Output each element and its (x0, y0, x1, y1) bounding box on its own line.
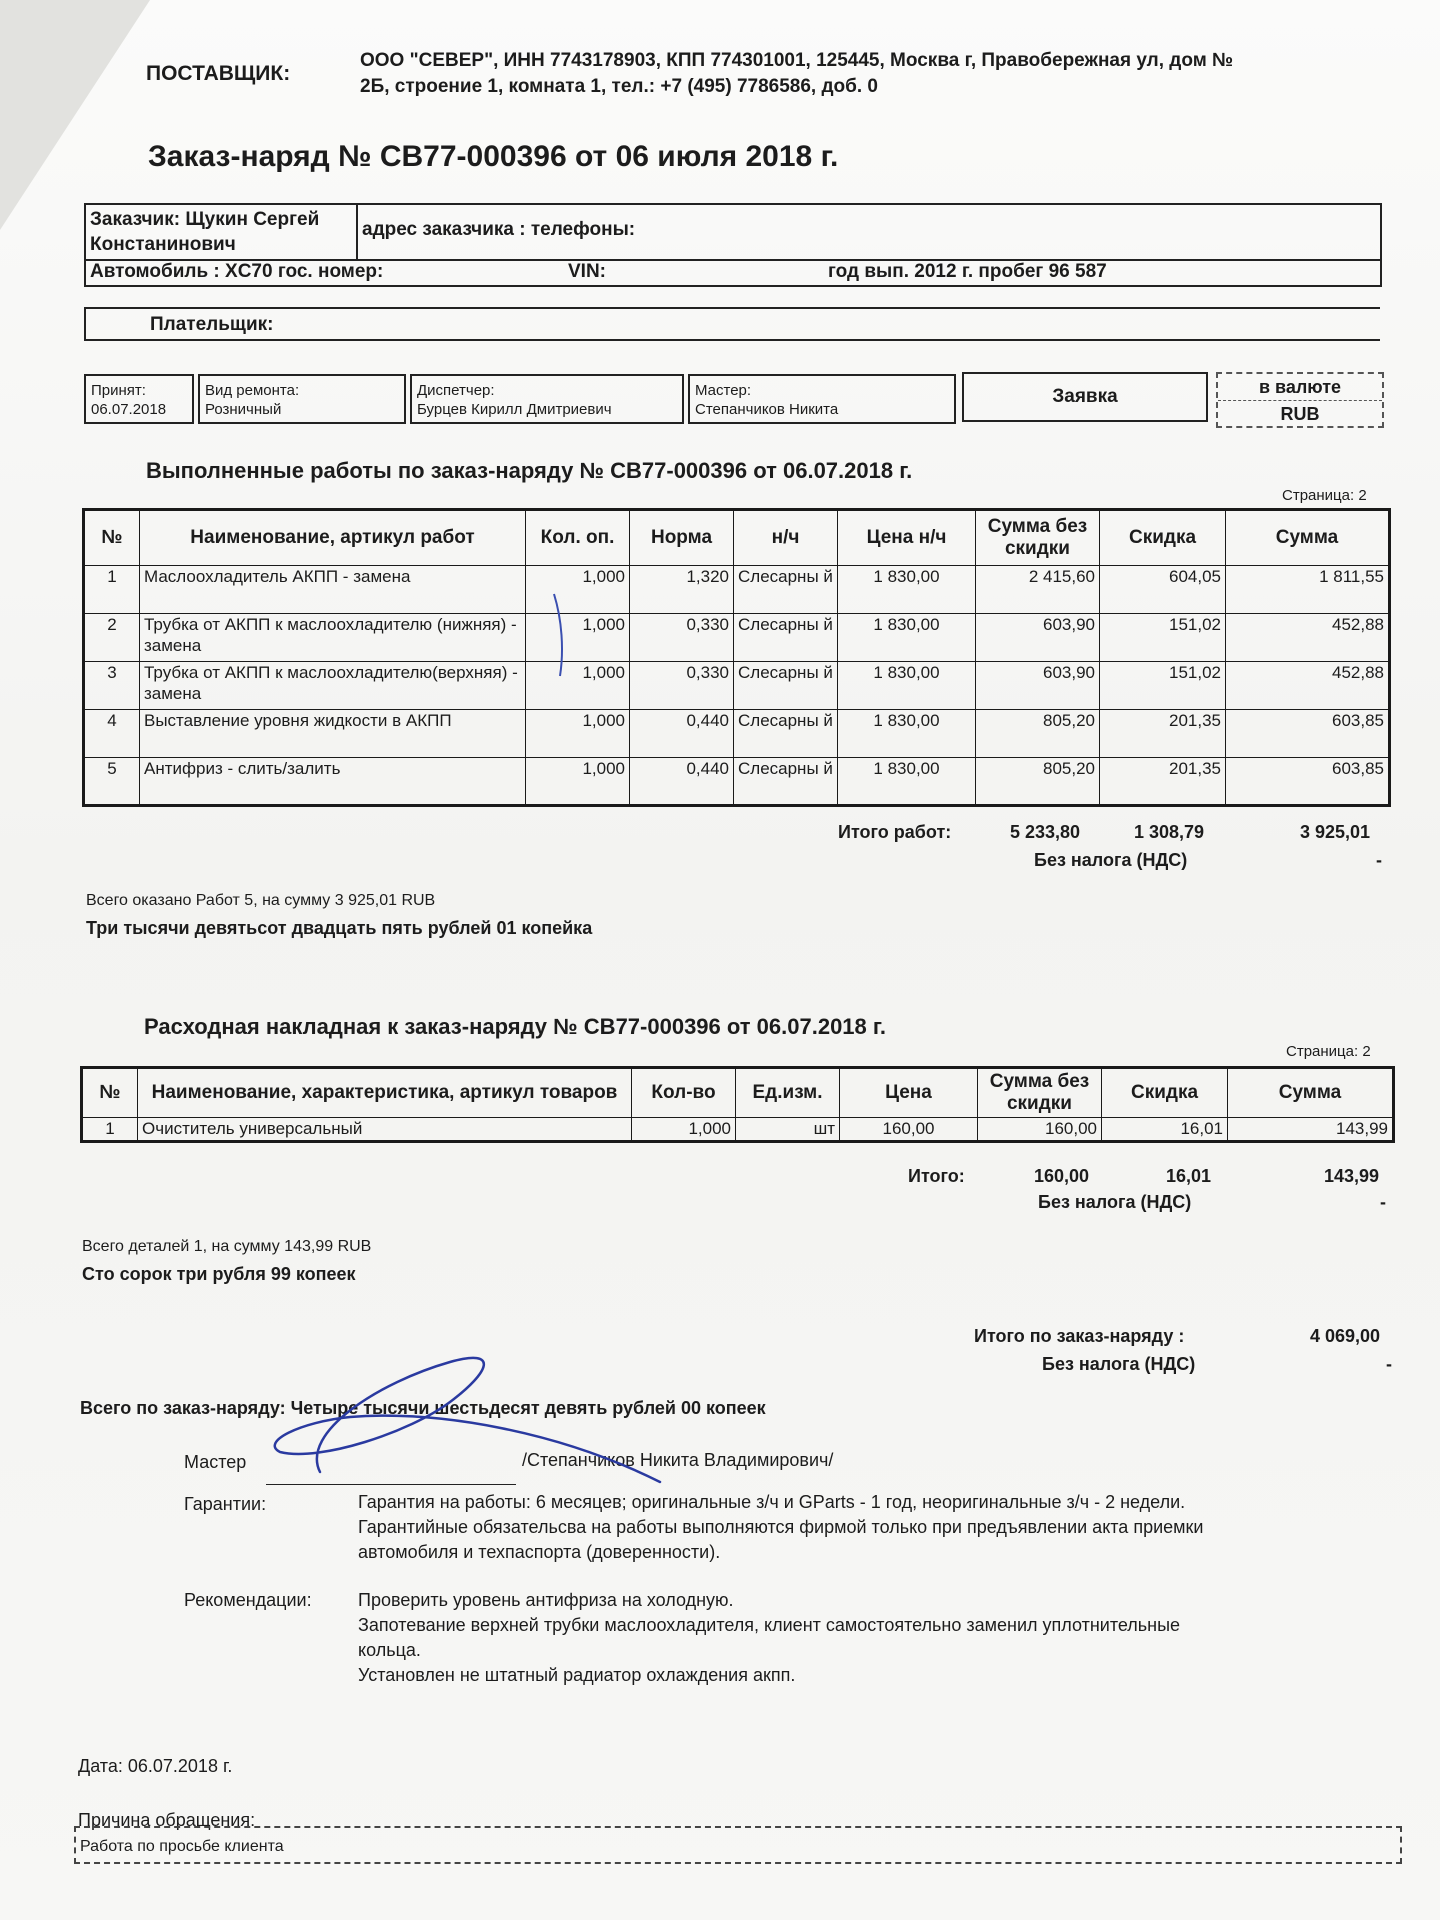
goods-header-row (82, 1068, 1394, 1118)
work-norm: 0,440 (630, 710, 734, 758)
reason-label: Причина обращения: (78, 1810, 256, 1830)
supplier-label: ПОСТАВЩИК: (146, 62, 291, 85)
works-title: Выполненные работы по заказ-наряду № СВ77-000396 от 06.07.2018 г. (146, 458, 913, 483)
goods-header-n: № (82, 1068, 138, 1118)
work-discount: 151,02 (1100, 614, 1226, 662)
row-number: 5 (84, 758, 140, 806)
work-price: 1 830,00 (838, 758, 976, 806)
customer-name (90, 207, 319, 257)
work-name: Трубка от АКПП к маслоохладителю(верхняя) - замена (140, 662, 526, 710)
warranty-line-1: Гарантия на работы: 6 месяцев; оригинальные з/ч и GParts - 1 год, неоригинальные з/ч - 2 недели. (358, 1492, 1186, 1512)
recommendation-line-3: кольца. (358, 1640, 421, 1660)
table-row (82, 1118, 1394, 1142)
goods-title: Расходная накладная к заказ-наряду № СВ77-000396 от 06.07.2018 г. (144, 1014, 886, 1039)
goods-sum: 160,00 (978, 1118, 1102, 1142)
payer-label: Плательщик: (150, 314, 274, 335)
warranty-line-2: Гарантийные обязательсва на работы выполняются фирмой только при предъявлении акта приемки (358, 1517, 1204, 1537)
work-name: Трубка от АКПП к маслоохладителю (нижняя) - замена (140, 614, 526, 662)
repair-type-value: Розничный (205, 401, 282, 418)
customer-name-line-1: Заказчик: Щукин Сергей (90, 209, 320, 230)
goods-total-total: 143,99 (1324, 1166, 1380, 1186)
works-total-discount: 1 308,79 (1134, 822, 1205, 842)
repair-type-label: Вид ремонта: (205, 382, 300, 399)
goods-tax-label: Без налога (НДС) (1038, 1192, 1192, 1212)
work-nh: Слесарны й (734, 614, 838, 662)
goods-table (80, 1066, 1395, 1143)
work-sum: 805,20 (976, 758, 1100, 806)
master-sign-label: Мастер (184, 1452, 247, 1472)
recommendation-line-4: Установлен не штатный радиатор охлаждения акпп. (358, 1665, 796, 1685)
goods-header-total: Сумма (1228, 1068, 1394, 1118)
warranty-line-3: автомобиля и техпаспорта (доверенности). (358, 1542, 721, 1562)
work-nh: Слесарны й (734, 566, 838, 614)
order-title: Заказ-наряд № СВ77-000396 от 06 июля 2018 г. (148, 140, 839, 173)
row-number: 4 (84, 710, 140, 758)
work-norm: 0,440 (630, 758, 734, 806)
folded-corner (0, 0, 150, 230)
work-total: 452,88 (1226, 614, 1390, 662)
recommendation-line-2: Запотевание верхней трубки маслоохладителя, клиент самостоятельно заменил уплотнительные (358, 1615, 1181, 1635)
handwritten-signature (260, 1322, 680, 1502)
row-number: 3 (84, 662, 140, 710)
dispatcher-value: Бурцев Кирилл Дмитриевич (417, 401, 612, 418)
works-total-sum: 5 233,80 (1010, 822, 1081, 842)
work-total: 603,85 (1226, 758, 1390, 806)
goods-total-discount: 16,01 (1166, 1166, 1212, 1186)
table-row (84, 614, 1390, 662)
customer-row (86, 205, 1380, 261)
row-number: 1 (82, 1118, 138, 1142)
works-tax-value: - (1376, 850, 1382, 870)
works-table (82, 508, 1391, 807)
works-header-qty: Кол. оп. (526, 510, 630, 566)
recommendations-label: Рекомендации: (184, 1590, 312, 1610)
supplier-line-2: 2Б, строение 1, комната 1, тел.: +7 (495) 7786586, доб. 0 (360, 76, 879, 97)
reason-value: Работа по просьбе клиента (80, 1838, 284, 1855)
request-box: Заявка (962, 372, 1208, 422)
customer-name-line-2: Констанинович (90, 234, 236, 255)
works-total-total: 3 925,01 (1300, 822, 1371, 842)
work-nh: Слесарны й (734, 662, 838, 710)
work-norm: 1,320 (630, 566, 734, 614)
works-header-total: Сумма (1226, 510, 1390, 566)
works-total-label: Итого работ: (838, 822, 952, 842)
warranty-label: Гарантии: (184, 1494, 267, 1514)
work-name: Выставление уровня жидкости в АКПП (140, 710, 526, 758)
works-header-row (84, 510, 1390, 566)
goods-tax-value: - (1380, 1192, 1386, 1212)
works-header-discount: Скидка (1100, 510, 1226, 566)
goods-summary-words: Сто сорок три рубля 99 копеек (82, 1264, 356, 1284)
works-header-nh: н/ч (734, 510, 838, 566)
works-header-price: Цена н/ч (838, 510, 976, 566)
work-nh: Слесарны й (734, 758, 838, 806)
accepted-box (84, 374, 194, 424)
goods-header-unit: Ед.изм. (736, 1068, 840, 1118)
goods-unit: шт (736, 1118, 840, 1142)
document-date: Дата: 06.07.2018 г. (78, 1756, 233, 1776)
customer-separator (356, 205, 358, 259)
currency-label: в валюте (1218, 374, 1382, 401)
pen-mark (548, 590, 572, 680)
currency-value: RUB (1280, 404, 1320, 424)
customer-address-phones: адрес заказчика : телефоны: (362, 219, 636, 240)
goods-page-number: Страница: 2 (1286, 1043, 1371, 1060)
goods-total-label: Итого: (908, 1166, 965, 1186)
master-value: Степанчиков Никита (695, 401, 839, 418)
work-nh: Слесарны й (734, 710, 838, 758)
work-sum: 805,20 (976, 710, 1100, 758)
goods-header-price: Цена (840, 1068, 978, 1118)
works-page-number: Страница: 2 (1282, 487, 1367, 504)
goods-total-sum: 160,00 (1034, 1166, 1090, 1186)
goods-qty: 1,000 (632, 1118, 736, 1142)
work-name: Маслоохладитель АКПП - замена (140, 566, 526, 614)
work-name: Антифриз - слить/залить (140, 758, 526, 806)
accepted-value: 06.07.2018 (91, 401, 167, 418)
currency-box (1216, 372, 1384, 428)
car-vin: VIN: (568, 261, 606, 282)
goods-summary: Всего деталей 1, на сумму 143,99 RUB (82, 1238, 372, 1255)
work-price: 1 830,00 (838, 710, 976, 758)
accepted-label: Принят: (91, 382, 146, 399)
grand-total-label: Итого по заказ-наряду : (974, 1326, 1185, 1346)
work-price: 1 830,00 (838, 614, 976, 662)
goods-header-discount: Скидка (1102, 1068, 1228, 1118)
recommendations-text (358, 1588, 1180, 1688)
car-year-mileage: год вып. 2012 г. пробег 96 587 (828, 261, 1107, 282)
work-discount: 604,05 (1100, 566, 1226, 614)
goods-price: 160,00 (840, 1118, 978, 1142)
work-total: 1 811,55 (1226, 566, 1390, 614)
goods-header-name: Наименование, характеристика, артикул товаров (138, 1068, 632, 1118)
work-sum: 2 415,60 (976, 566, 1100, 614)
car-model: Автомобиль : XC70 гос. номер: (90, 261, 384, 282)
works-header-name: Наименование, артикул работ (140, 510, 526, 566)
goods-header-qty: Кол-во (632, 1068, 736, 1118)
work-discount: 151,02 (1100, 662, 1226, 710)
works-header-n: № (84, 510, 140, 566)
work-norm: 0,330 (630, 614, 734, 662)
grand-tax-value: - (1386, 1354, 1392, 1374)
row-number: 1 (84, 566, 140, 614)
master-full-name: /Степанчиков Никита Владимирович/ (522, 1450, 834, 1470)
work-norm: 0,330 (630, 662, 734, 710)
work-total: 603,85 (1226, 710, 1390, 758)
works-summary-words: Три тысячи девятьсот двадцать пять рублей 01 копейка (86, 918, 593, 938)
work-discount: 201,35 (1100, 710, 1226, 758)
works-header-sum: Сумма без скидки (976, 510, 1100, 566)
grand-total-value: 4 069,00 (1310, 1326, 1381, 1346)
work-qty: 1,000 (526, 758, 630, 806)
recommendation-line-1: Проверить уровень антифриза на холодную. (358, 1590, 734, 1610)
grand-tax-label: Без налога (НДС) (1042, 1354, 1196, 1374)
work-discount: 201,35 (1100, 758, 1226, 806)
work-qty: 1,000 (526, 566, 630, 614)
master-label: Мастер: (695, 382, 752, 399)
goods-discount: 16,01 (1102, 1118, 1228, 1142)
warranty-text (358, 1490, 1203, 1565)
table-row (84, 710, 1390, 758)
work-sum: 603,90 (976, 662, 1100, 710)
table-row (84, 566, 1390, 614)
payer-box (84, 307, 1380, 341)
works-header-norm: Норма (630, 510, 734, 566)
work-price: 1 830,00 (838, 662, 976, 710)
customer-box (84, 203, 1382, 287)
goods-name: Очиститель универсальный (138, 1118, 632, 1142)
grand-total-words: Всего по заказ-наряду: Четыре тысячи шестьдесят девять рублей 00 копеек (80, 1398, 766, 1418)
works-summary: Всего оказано Работ 5, на сумму 3 925,01 RUB (86, 892, 436, 909)
work-qty: 1,000 (526, 614, 630, 662)
work-qty: 1,000 (526, 662, 630, 710)
supplier-details (360, 48, 1360, 100)
table-row (84, 662, 1390, 710)
supplier-line-1: ООО "СЕВЕР", ИНН 7743178903, КПП 774301001, 125445, Москва г, Правобережная ул, дом № (360, 50, 1234, 71)
work-total: 452,88 (1226, 662, 1390, 710)
works-tax-label: Без налога (НДС) (1034, 850, 1188, 870)
dispatcher-label: Диспетчер: (417, 382, 495, 399)
work-qty: 1,000 (526, 710, 630, 758)
table-row (84, 758, 1390, 806)
row-number: 2 (84, 614, 140, 662)
dispatcher-box (410, 374, 684, 424)
work-sum: 603,90 (976, 614, 1100, 662)
goods-total: 143,99 (1228, 1118, 1394, 1142)
master-box (688, 374, 956, 424)
work-price: 1 830,00 (838, 566, 976, 614)
repair-type-box (198, 374, 406, 424)
goods-header-sum: Сумма без скидки (978, 1068, 1102, 1118)
